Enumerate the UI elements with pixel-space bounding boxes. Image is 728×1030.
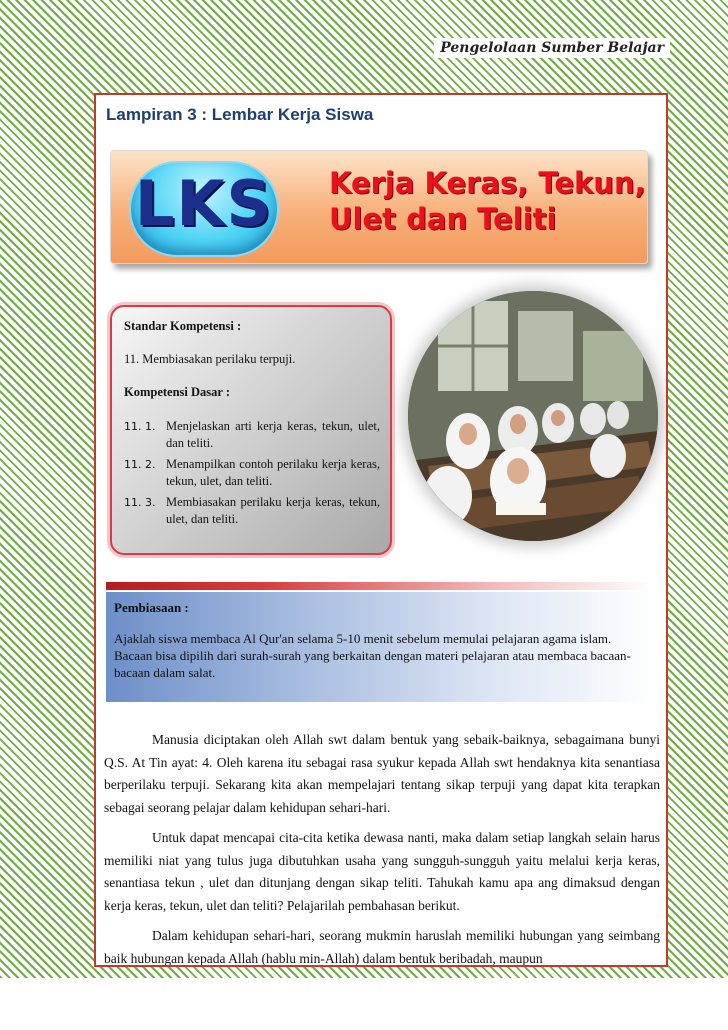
paragraph: Manusia diciptakan oleh Allah swt dalam bentuk yang sebaik-baiknya, sebagaimana bunyi Q.S. At Tin ayat: 4. Oleh karena itu sebagai rasa syukur kepada Allah swt hendaknya kita senantiasa berperilaku terpuji. Sekarang kita akan mempelajari tentang sikap terpuji yang dapat kita terapkan sebagai seorang pelajar dalam kehidupan sehari-hari. (104, 732, 660, 815)
kd-item-text: Menjelaskan arti kerja keras, tekun, ulet, dan teliti. (166, 419, 380, 450)
kd-item (124, 494, 380, 528)
kd-item (124, 456, 380, 490)
lks-banner (110, 150, 648, 264)
kd-item-text: Membiasakan perilaku kerja keras, tekun, ulet, dan teliti. (166, 495, 380, 526)
kompetensi-dasar-list (124, 418, 380, 528)
banner-title-line1: Kerja Keras, Tekun, (329, 166, 646, 200)
standar-kompetensi-label: Standar Kompetensi : (124, 319, 242, 333)
kd-item-number: 11. 3. (124, 496, 156, 509)
lks-logo (129, 161, 279, 257)
page-title: Lampiran 3 : Lembar Kerja Siswa (106, 105, 374, 124)
running-header: Pengelolaan Sumber Belajar (434, 38, 670, 58)
pembiasaan-title: Pembiasaan : (114, 600, 189, 615)
banner-title (329, 165, 646, 237)
pembiasaan-box (106, 592, 658, 702)
classroom-photo-illustration (408, 291, 658, 541)
kd-item (124, 418, 380, 452)
paragraph: Untuk dapat mencapai cita-cita ketika dewasa nanti, maka dalam setiap langkah selain harus memiliki niat yang tulus juga dibutuhkan usaha yang sungguh-sungguh yaitu melalui kerja keras, senantiasa tekun , ulet dan ditunjang dengan sikap teliti. Tahukah kamu apa ang dimaksud dengan kerja keras, tekun, ulet dan teliti? Pelajarilah pembahasan berikut. (104, 830, 660, 913)
lks-logo-text: LKS (134, 167, 274, 240)
classroom-photo (408, 291, 658, 541)
kd-item-text: Menampilkan contoh perilaku kerja keras, tekun, ulet, dan teliti. (166, 457, 380, 488)
kd-item-number: 11. 1. (124, 420, 156, 433)
paragraph: Dalam kehidupan sehari-hari, seorang mukmin haruslah memiliki hubungan yang seimbang baik hubungan kepada Allah (hablu min-Allah) dalam bentuk beribadah, maupun (104, 928, 660, 966)
pembiasaan-text: Ajaklah siswa membaca Al Qur'an selama 5-10 menit sebelum memulai pelajaran agama islam. Bacaan bisa dipilih dari surah-surah yang berkaitan dengan materi pelajaran atau membaca bacaan-bacaan dalam salat. (114, 631, 631, 680)
kd-item-number: 11. 2. (124, 458, 156, 471)
standar-kompetensi-item: 11. Membiasakan perilaku terpuji. (124, 352, 296, 366)
page-frame (94, 93, 668, 967)
kompetensi-dasar-label: Kompetensi Dasar : (124, 385, 231, 399)
section-divider (106, 582, 654, 590)
banner-title-line2: Ulet dan Teliti (329, 202, 557, 236)
body-text (104, 729, 660, 967)
kompetensi-box (110, 305, 392, 555)
